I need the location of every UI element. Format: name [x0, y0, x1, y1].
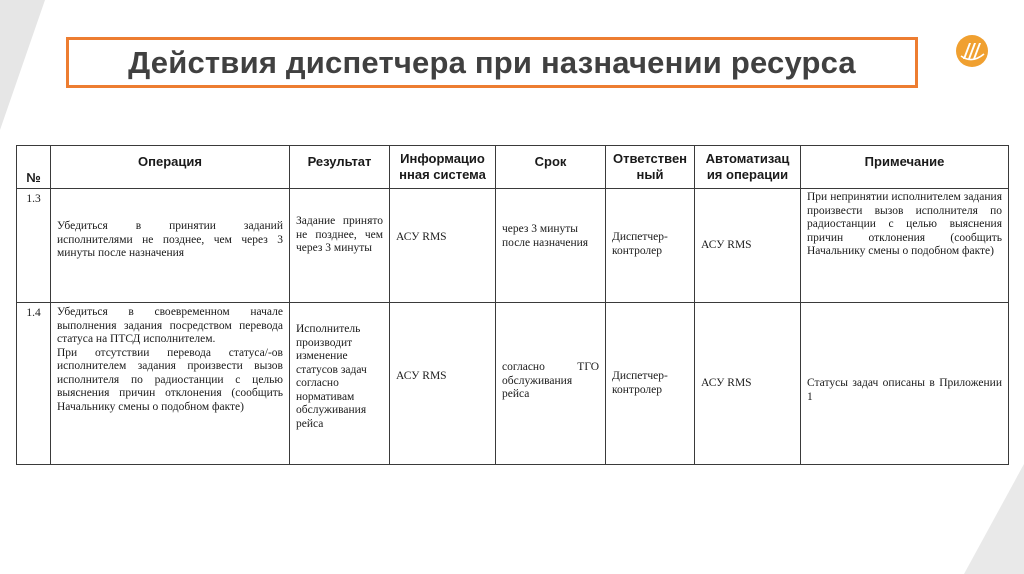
header-number	[17, 146, 51, 189]
header-term-label: Срок	[534, 154, 567, 169]
header-operation	[51, 146, 290, 189]
row-automation-text: АСУ RMS	[701, 377, 752, 389]
row-responsible-text: Диспетчер-контролер	[612, 370, 668, 396]
row-automation-text: АСУ RMS	[701, 239, 752, 251]
dispatcher-actions-table	[16, 145, 1009, 465]
header-result	[290, 146, 390, 189]
row-operation-text-continued: При отсутствии перевода статуса/-ов исполнителем задания произвести вызов исполнителя по радиостанции с целью выяснения причин отклонения (сообщить Начальнику смены о подобном факте)	[57, 346, 283, 413]
row-result	[290, 189, 390, 303]
row-responsible	[606, 189, 695, 303]
table-row	[17, 189, 1009, 303]
row-responsible	[606, 303, 695, 465]
row-info-system	[390, 303, 496, 465]
row-number: 1.3	[17, 189, 51, 303]
row-info-system-text: АСУ RMS	[396, 231, 447, 243]
row-operation-text: Убедиться в принятии заданий исполнителями не позднее, чем через 3 минуты после назначения	[57, 220, 283, 259]
header-note	[801, 146, 1009, 189]
header-automation-line1: Автоматизац	[705, 151, 790, 166]
header-operation-label: Операция	[138, 154, 202, 169]
row-note	[801, 189, 1009, 303]
row-term-text: согласно ТГО обслуживания рейса	[502, 361, 599, 400]
header-info-system-line2: нная система	[399, 167, 486, 182]
row-note-text: При непринятии исполнителем задания произвести вызов исполнителя по радиостанции с целью выяснения причин отклонения (сообщить Начальнику смены о подобном факте)	[807, 191, 1002, 257]
header-responsible-line2: ный	[636, 167, 664, 182]
row-operation-text: Убедиться в своевременном начале выполнения задания посредством перевода статуса на ПТСД исполнителем.	[57, 306, 283, 345]
row-number: 1.4	[17, 303, 51, 465]
header-responsible	[606, 146, 695, 189]
header-automation-line2: ия операции	[706, 167, 789, 182]
header-info-system	[390, 146, 496, 189]
header-automation	[695, 146, 801, 189]
row-result-text: Задание принято не позднее, чем через 3 минуты	[296, 215, 383, 254]
row-term	[496, 303, 606, 465]
decorative-corner-top-left	[0, 0, 45, 130]
header-info-system-line1: Информацио	[400, 151, 485, 166]
row-automation	[695, 189, 801, 303]
row-automation	[695, 303, 801, 465]
row-note	[801, 303, 1009, 465]
company-logo-icon	[955, 34, 989, 68]
header-number-label: №	[26, 170, 41, 185]
row-info-system-text: АСУ RMS	[396, 370, 447, 382]
slide-title: Действия диспетчера при назначении ресурса	[128, 44, 856, 80]
row-info-system	[390, 189, 496, 303]
table-header-row	[17, 146, 1009, 189]
header-note-label: Примечание	[864, 154, 945, 169]
row-operation	[51, 303, 290, 465]
decorative-corner-bottom-right	[964, 464, 1024, 574]
row-result-text: Исполнитель производит изменение статусов задач согласно нормативам обслуживания рейса	[296, 323, 367, 430]
header-responsible-line1: Ответствен	[612, 151, 688, 166]
row-note-text: Статусы задач описаны в Приложении 1	[807, 377, 1002, 403]
row-operation	[51, 189, 290, 303]
row-term-text: через 3 минуты после назначения	[502, 223, 589, 249]
row-term	[496, 189, 606, 303]
header-result-label: Результат	[307, 154, 372, 169]
table-row	[17, 303, 1009, 465]
title-frame	[66, 37, 918, 88]
row-responsible-text: Диспетчер-контролер	[612, 231, 668, 257]
header-term	[496, 146, 606, 189]
row-result	[290, 303, 390, 465]
